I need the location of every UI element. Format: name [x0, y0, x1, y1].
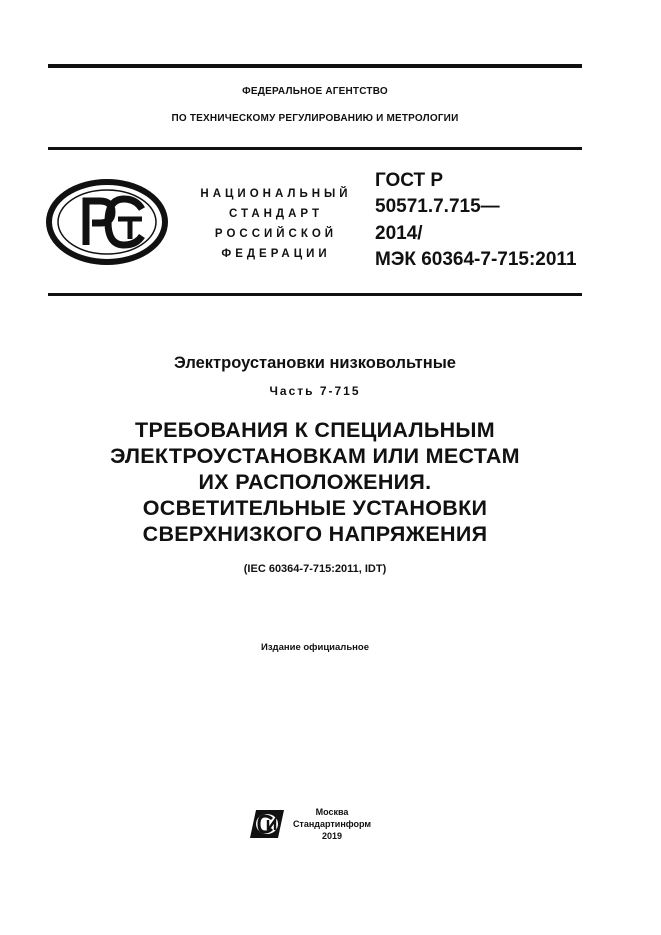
standard-type-line: РОССИЙСКОЙ: [214, 228, 338, 240]
main-title-line: ТРЕБОВАНИЯ К СПЕЦИАЛЬНЫМ: [135, 418, 495, 442]
publisher-block: [292, 806, 372, 842]
main-title-line: СВЕРХНИЗКОГО НАПРЯЖЕНИЯ: [142, 522, 488, 546]
header-divider: [48, 147, 582, 150]
main-title-line: ОСВЕТИТЕЛЬНЫЕ УСТАНОВКИ: [142, 496, 488, 520]
document-part: Часть 7-715: [269, 384, 361, 398]
standard-number-line: ГОСТ Р: [375, 170, 444, 191]
publisher-name: Стандартинформ: [292, 819, 372, 829]
publisher-city: Москва: [315, 807, 349, 817]
agency-name-line-1: ФЕДЕРАЛЬНОЕ АГЕНТСТВО: [242, 86, 388, 97]
standard-number-line: МЭК 60364-7-715:2011: [375, 249, 577, 270]
main-title-line: ЭЛЕКТРОУСТАНОВКАМ ИЛИ МЕСТАМ: [110, 444, 520, 468]
document-main-title: [48, 417, 582, 547]
rst-logo-icon: [46, 179, 168, 265]
top-rule: [48, 64, 582, 68]
standard-number-line: 50571.7.715—: [375, 196, 500, 217]
agency-name-line-2: ПО ТЕХНИЧЕСКОМУ РЕГУЛИРОВАНИЮ И МЕТРОЛОГИИ: [171, 113, 459, 124]
edition-label: Издание официальное: [261, 642, 369, 653]
document-title-general: Электроустановки низковольтные: [174, 354, 456, 372]
standard-type-line: СТАНДАРТ: [229, 208, 323, 220]
main-title-line: ИХ РАСПОЛОЖЕНИЯ.: [198, 470, 432, 494]
standard-number-line: 2014/: [375, 223, 423, 244]
standard-type-line: НАЦИОНАЛЬНЫЙ: [200, 188, 352, 200]
standartinform-logo-icon: [248, 808, 286, 840]
standard-type-line: ФЕДЕРАЦИИ: [221, 248, 331, 260]
iec-reference: (IEC 60364-7-715:2011, IDT): [243, 563, 387, 575]
publisher-year: 2019: [321, 831, 343, 841]
block-divider: [48, 293, 582, 296]
